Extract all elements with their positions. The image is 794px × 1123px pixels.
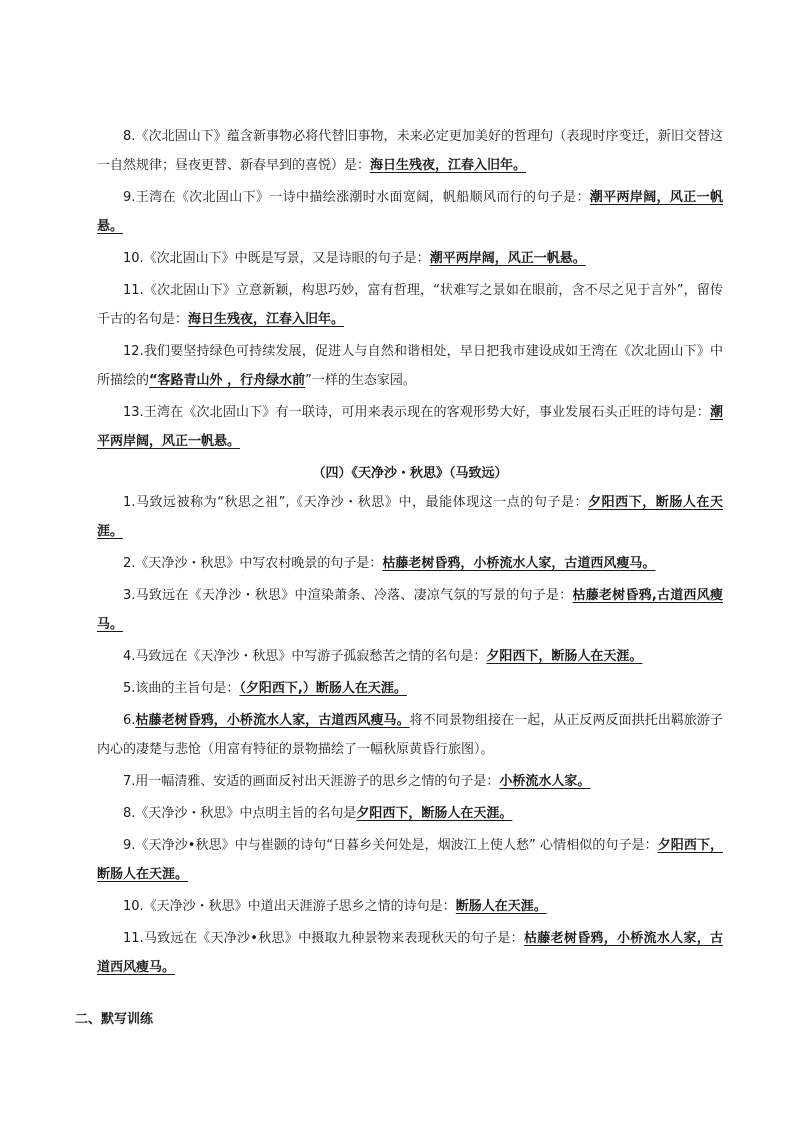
answer-text: 潮平两岸阔，风正一帆悬。 (429, 251, 586, 266)
question-text: 1.马致远被称为“秋思之祖”,《天净沙・秋思》中，最能体现这一点的句子是： (123, 495, 589, 510)
answer-text: 潮平两岸阔，风正一帆悬。 (97, 405, 723, 449)
section-title: 二、默写训练 (75, 1012, 154, 1027)
answer-text: 夕阳西下，断肠人在天涯。 (356, 806, 513, 821)
answer-text: 海日生残夜，江春入旧年。 (370, 158, 527, 173)
answer-text: 潮平两岸阔，风正一帆悬。 (97, 190, 723, 234)
question-item (97, 398, 723, 456)
answer-text: 小桥流水人家。 (499, 774, 591, 789)
question-item (97, 892, 723, 921)
question-item (97, 183, 723, 241)
question-item (97, 488, 723, 546)
answer-text: “客路青山外 ，行舟绿水前 (149, 373, 306, 388)
answer-text: 断肠人在天涯。 (455, 899, 547, 914)
question-text: 9.王湾在《次北固山下》一诗中描绘涨潮时水面宽阔，帆船顺风而行的句子是： (123, 190, 590, 205)
question-item (97, 549, 723, 578)
answer-text: 枯藤老树昏鸦，小桥流水人家，古道西风瘦马。 (135, 713, 410, 728)
answer-text: 枯藤老树昏鸦，小桥流水人家，古道西风瘦马。 (97, 931, 723, 975)
answer-text: 夕阳西下，断肠人在天涯。 (97, 838, 723, 882)
question-text: 9.《天净沙•秋思》中与崔颢的诗句“日暮乡关何处是，烟波江上使人愁” 心情相似的句子是： (123, 838, 658, 853)
question-item (97, 767, 723, 796)
question-text: 3.马致远在《天净沙・秋思》中渲染萧条、冷落、凄凉气氛的写景的句子是： (123, 588, 573, 603)
answer-text: 枯藤老树昏鸦,古道西风瘦马。 (97, 588, 723, 632)
question-item (97, 642, 723, 671)
question-item (97, 706, 723, 764)
question-text: 8.《次北固山下》蕴含新事物必将代替旧事物，未来必定更加美好的哲理句（表现时序变迁，新旧交替这一自然规律；昼夜更替、新春早到的喜悦）是： (97, 129, 723, 173)
question-item (97, 831, 723, 889)
answer-text: 海日生残夜，江春入旧年。 (188, 312, 345, 327)
question-text: 11.马致远在《天净沙•秋思》中摄取九种景物来表现秋天的句子是： (123, 931, 524, 946)
question-text: 2.《天净沙・秋思》中写农村晚景的句子是： (123, 556, 383, 571)
question-text: 13.王湾在《次北固山下》有一联诗，可用来表示现在的客观形势大好，事业发展石头正旺的诗句是： (123, 405, 710, 420)
question-text: 5.该曲的主旨句是： (123, 681, 240, 696)
answer-text: 夕阳西下，断肠人在天涯。 (486, 649, 643, 664)
question-text-tail: 将不同景物组接在一起，从正反两反面拱托出羁旅游子内心的凄楚与悲怆（用富有特征的景物描绘了一幅秋原黄昏行旅图）。 (97, 713, 723, 757)
question-item (97, 674, 723, 703)
question-item (97, 122, 723, 180)
subsection-heading: （四）《天净沙・秋思》（马致远） (312, 466, 508, 481)
question-item (97, 799, 723, 828)
question-text-tail: ”一样的生态家园。 (305, 373, 416, 388)
answer-text: 夕阳西下，断肠人在天涯。 (97, 495, 723, 539)
question-item (97, 924, 723, 982)
question-item (97, 244, 723, 273)
question-text: 4.马致远在《天净沙・秋思》中写游子孤寂愁苦之情的名句是： (123, 649, 487, 664)
question-text: 10.《次北固山下》中既是写景，又是诗眼的句子是： (123, 251, 430, 266)
question-text: 7.用一幅清雅、安适的画面反衬出天涯游子的思乡之情的句子是： (123, 774, 500, 789)
question-text: 12.我们要坚持绿色可持续发展，促进人与自然和谐相处，早日把我市建设成如王湾在《次北固山下》中所描绘的 (97, 344, 723, 388)
question-text: 8.《天净沙・秋思》中点明主旨的名句是 (123, 806, 357, 821)
item-number: 6. (123, 713, 136, 728)
question-text: 10.《天净沙・秋思》中道出天涯游子思乡之情的诗句是： (123, 899, 456, 914)
document-body (97, 122, 723, 982)
question-item (97, 276, 723, 334)
question-text: 11.《次北固山下》立意新颖，构思巧妙，富有哲理，“状难写之景如在眼前，含不尽之见于言外”，留传千古的名句是： (97, 283, 723, 327)
question-item (97, 337, 723, 395)
answer-text: （夕阳西下,）断肠人在天涯。 (239, 681, 407, 696)
question-item (97, 581, 723, 639)
answer-text: 枯藤老树昏鸦，小桥流水人家，古道西风瘦马。 (382, 556, 656, 571)
